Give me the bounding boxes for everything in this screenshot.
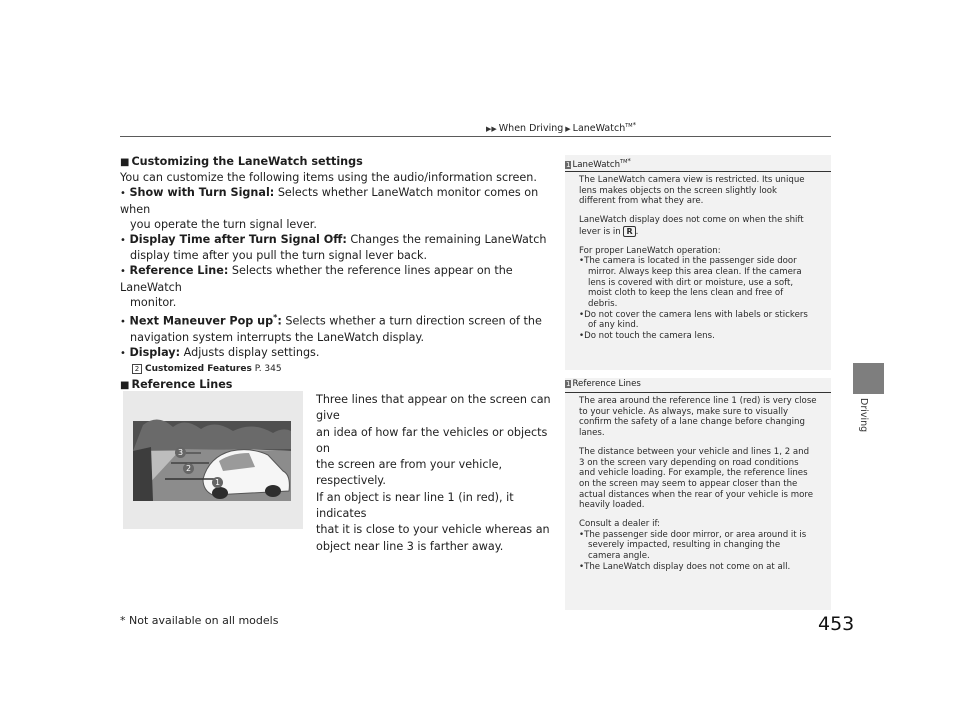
- reference-page[interactable]: P. 345: [254, 364, 282, 375]
- section-title: Customizing the LaneWatch settings: [131, 155, 363, 168]
- sidebar-body: [579, 175, 829, 342]
- section-tab-marker: [853, 363, 884, 394]
- reference-description: [316, 392, 556, 555]
- reference-arrow-icon: 2: [132, 364, 142, 374]
- sidebar-line: For proper LaneWatch operation:: [579, 245, 721, 256]
- sidebar-reference-lines: [565, 378, 831, 610]
- sidebar-text: Do not touch the camera lens.: [584, 331, 715, 342]
- sidebar-line: mirror. Always keep this area clean. If the camera: [588, 266, 802, 277]
- list-item: [120, 185, 550, 216]
- reference-line-1-label: 1: [212, 477, 223, 488]
- reference-line-3-label: 3: [175, 447, 186, 458]
- item-text-cont: navigation system interrupts the LaneWatch display.: [130, 330, 425, 344]
- sidebar-line: different from what they are.: [579, 196, 704, 207]
- bullet-icon: •: [579, 256, 585, 267]
- tm-mark: TM: [625, 123, 633, 129]
- reference-title: Reference Lines: [131, 378, 233, 391]
- item-label: Next Maneuver Pop up: [129, 314, 274, 328]
- item-text: Selects whether a turn direction screen of the: [285, 314, 542, 328]
- reverse-gear-key-icon: R: [623, 226, 635, 237]
- item-text: Adjusts display settings.: [183, 346, 320, 360]
- bullet-icon: •: [120, 348, 126, 360]
- bullet-icon: •: [579, 561, 585, 572]
- sidebar-text: Do not cover the camera lens with labels or stickers: [584, 309, 808, 320]
- star-mark: *: [273, 313, 278, 323]
- sidebar-line: [579, 226, 829, 238]
- cross-reference-link[interactable]: [120, 362, 550, 377]
- bullet-icon: •: [579, 529, 585, 540]
- section-marker-icon: ■: [120, 157, 130, 168]
- item-text-cont: display time after you pull the turn signal lever back.: [130, 249, 428, 263]
- section-marker-icon: ■: [120, 380, 130, 391]
- section-heading: [120, 154, 550, 170]
- star-mark: *: [632, 121, 637, 129]
- sidebar-line: The area around the reference line 1 (red) is very close: [579, 396, 817, 406]
- reference-text-line: If an object is near line 1 (in red), it indicates: [316, 490, 514, 521]
- item-text: Selects whether the reference lines appear on the LaneWatch: [120, 264, 513, 294]
- sidebar-body: [579, 396, 829, 573]
- sidebar-bullet: [579, 310, 829, 321]
- header-divider: [120, 136, 831, 137]
- sidebar-bullet: [579, 331, 829, 342]
- bullet-icon: •: [120, 235, 126, 247]
- sidebar-bullet: [579, 562, 829, 573]
- sidebar-line: heavily loaded.: [579, 500, 645, 511]
- footnote: * Not available on all models: [120, 614, 279, 627]
- item-text: Changes the remaining LaneWatch: [350, 233, 547, 247]
- sidebar-text: The LaneWatch display does not come on at all.: [584, 561, 791, 572]
- page-number: 453: [818, 613, 855, 635]
- list-item: [120, 310, 550, 330]
- item-label: Display Time after Turn Signal Off:: [129, 233, 347, 247]
- breadcrumb-arrows: ▶▶: [486, 125, 497, 134]
- sidebar-line: lanes.: [579, 428, 605, 439]
- reference-label[interactable]: Customized Features: [145, 364, 252, 375]
- breadcrumb: [484, 121, 636, 134]
- bullet-icon: •: [120, 266, 126, 278]
- sidebar-heading: [565, 157, 631, 170]
- sidebar-line: of any kind.: [588, 320, 639, 331]
- section-tab-label: Driving: [858, 398, 869, 433]
- bullet-icon: •: [120, 316, 126, 328]
- sidebar-line: The LaneWatch camera view is restricted. Its unique: [579, 175, 805, 185]
- reference-text-line: the screen are from your vehicle, respectively.: [316, 458, 503, 488]
- sidebar-line: 3 on the screen vary depending on road conditions: [579, 457, 799, 468]
- bullet-icon: •: [120, 188, 126, 200]
- item-label: Display:: [129, 346, 181, 360]
- breadcrumb-arrow: ▶: [565, 125, 571, 134]
- sidebar-text: lever is in: [579, 226, 621, 237]
- note-number-icon: 1: [566, 160, 571, 169]
- item-text-cont: you operate the turn signal lever.: [130, 217, 317, 231]
- sidebar-line: debris.: [588, 299, 618, 310]
- sidebar-line: severely impacted, resulting in changing the: [588, 540, 781, 551]
- sidebar-lanewatch: [565, 155, 831, 370]
- sidebar-bullet: [579, 530, 829, 541]
- reference-text-line: object near line 3 is farther away.: [316, 539, 504, 553]
- section-intro: You can customize the following items using the audio/information screen.: [120, 171, 537, 185]
- customizing-section: [120, 154, 550, 378]
- item-text: Selects whether LaneWatch monitor comes on when: [120, 186, 539, 216]
- sidebar-divider: [565, 171, 831, 172]
- star-mark: *: [627, 157, 631, 165]
- reference-text-line: an idea of how far the vehicles or objects on: [316, 425, 548, 455]
- sidebar-text: The camera is located in the passenger side door: [584, 256, 797, 267]
- sidebar-line: The distance between your vehicle and lines 1, 2 and: [579, 446, 810, 457]
- sidebar-bullet: [579, 256, 829, 267]
- sidebar-title: LaneWatch: [572, 159, 621, 170]
- sidebar-text: The passenger side door mirror, or area around it is: [584, 529, 807, 540]
- list-item: [120, 232, 550, 248]
- breadcrumb-item-when-driving: When Driving: [498, 123, 564, 135]
- lanewatch-illustration: [123, 391, 303, 529]
- sidebar-line: moist cloth to keep the lens clean and free of: [588, 288, 784, 299]
- tm-mark: TM: [620, 159, 628, 165]
- note-number-icon: 1: [566, 380, 571, 388]
- sidebar-line: LaneWatch display does not come on when the shift: [579, 215, 804, 226]
- lanewatch-camera-view-image: [123, 391, 303, 529]
- sidebar-line: actual distances when the rear of your vehicle is more: [579, 489, 814, 500]
- item-text-cont: monitor.: [130, 295, 177, 309]
- bullet-icon: •: [579, 331, 585, 342]
- sidebar-line: lens makes objects on the screen slightly look: [579, 185, 778, 196]
- reference-line-2-label: 2: [183, 463, 194, 474]
- item-colon: :: [277, 314, 282, 328]
- list-item: [120, 263, 550, 294]
- sidebar-text: .: [635, 226, 639, 237]
- sidebar-divider: [565, 392, 831, 393]
- sidebar-line: on the screen may seem to appear closer than the: [579, 478, 798, 489]
- sidebar-line: and vehicle loading. For example, the reference lines: [579, 468, 808, 479]
- item-label: Reference Line:: [129, 264, 229, 278]
- sidebar-line: lens is covered with dirt or moisture, use a soft,: [588, 277, 794, 288]
- bullet-icon: •: [579, 309, 585, 320]
- sidebar-line: camera angle.: [588, 551, 650, 562]
- sidebar-title: Reference Lines: [572, 379, 641, 389]
- reference-text-line: that it is close to your vehicle whereas an: [316, 523, 550, 537]
- breadcrumb-item-lanewatch: LaneWatch: [572, 123, 626, 135]
- list-item: [120, 345, 550, 361]
- item-label: Show with Turn Signal:: [129, 186, 275, 200]
- sidebar-heading: [565, 379, 641, 389]
- sidebar-line: to your vehicle. As always, make sure to visually: [579, 406, 789, 417]
- sidebar-line: Consult a dealer if:: [579, 519, 661, 530]
- sidebar-line: confirm the safety of a lane change before changing: [579, 417, 805, 428]
- reference-text-line: Three lines that appear on the screen can give: [316, 393, 551, 423]
